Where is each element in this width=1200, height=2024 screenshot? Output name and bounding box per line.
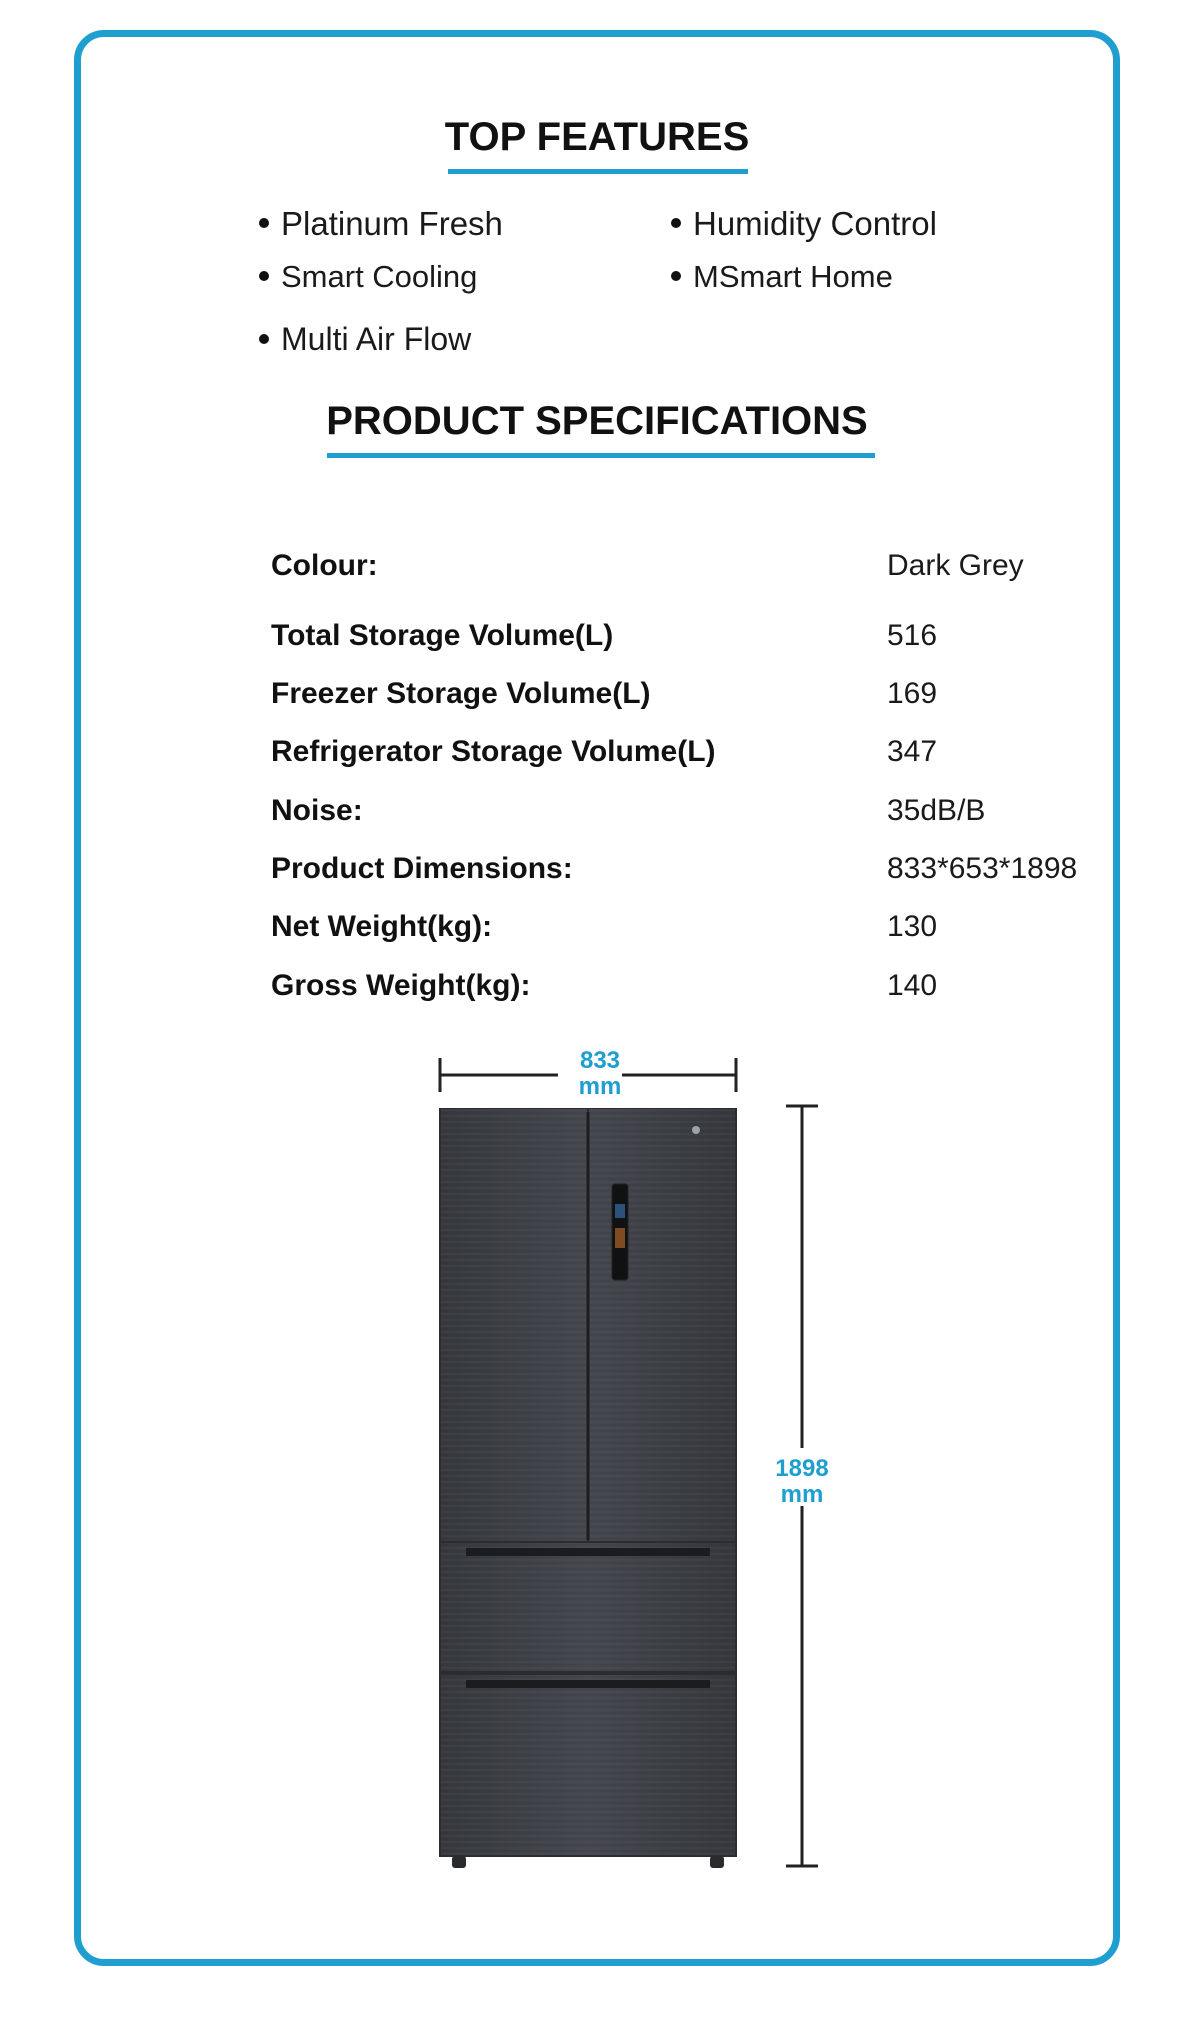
spec-value: 347 — [887, 735, 938, 768]
spec-row-product-dimensions — [271, 852, 1131, 892]
spec-value: 833*653*1898 — [887, 852, 1078, 885]
brand-logo — [692, 1126, 700, 1134]
feature-item: MSmart Home — [671, 259, 893, 295]
display-screen — [615, 1204, 625, 1218]
feature-item: Smart Cooling — [259, 259, 477, 295]
bullet-icon — [671, 218, 681, 228]
spec-label: Product Dimensions: — [271, 852, 573, 885]
spec-row-freezer-storage — [271, 677, 1131, 717]
spec-label: Gross Weight(kg): — [271, 969, 531, 1002]
right-foot — [710, 1856, 724, 1868]
refrigerator-icon — [438, 1108, 738, 1870]
spec-value: 516 — [887, 619, 938, 652]
spec-label: Colour: — [271, 549, 378, 582]
spec-row-refrigerator-storage — [271, 735, 1131, 775]
product-specifications-underline — [327, 453, 875, 458]
bullet-icon — [671, 271, 681, 281]
feature-item: Platinum Fresh — [259, 205, 503, 243]
upper-drawer — [440, 1542, 736, 1672]
spec-label: Noise: — [271, 794, 363, 827]
top-features-title: TOP FEATURES — [444, 115, 750, 159]
left-foot — [452, 1856, 466, 1868]
feature-item: Multi Air Flow — [259, 321, 471, 358]
refrigerator-image — [438, 1108, 738, 1870]
spec-row-noise — [271, 794, 1131, 834]
width-dimension-label: 833 mm — [578, 1047, 622, 1100]
display-indicator — [615, 1228, 625, 1248]
spec-value: 35dB/B — [887, 794, 986, 827]
spec-label: Freezer Storage Volume(L) — [271, 677, 651, 710]
spec-row-colour — [271, 549, 1131, 589]
lower-drawer — [440, 1674, 736, 1856]
height-dimension-label: 1898 mm — [775, 1455, 829, 1508]
spec-label: Refrigerator Storage Volume(L) — [271, 735, 716, 768]
top-features-underline — [448, 169, 748, 174]
feature-item: Humidity Control — [671, 205, 937, 243]
spec-label: Net Weight(kg): — [271, 910, 493, 943]
lower-drawer-handle — [466, 1680, 710, 1688]
spec-value: Dark Grey — [887, 549, 1024, 582]
bullet-icon — [259, 334, 269, 344]
spec-value: 130 — [887, 910, 938, 943]
spec-value: 169 — [887, 677, 938, 710]
right-door — [588, 1108, 736, 1542]
bullet-icon — [259, 271, 269, 281]
bullet-icon — [259, 218, 269, 228]
left-door — [440, 1108, 588, 1542]
spec-row-total-storage — [271, 619, 1131, 659]
spec-value: 140 — [887, 969, 938, 1002]
upper-drawer-handle — [466, 1548, 710, 1556]
spec-row-net-weight — [271, 910, 1131, 950]
product-specifications-title: PRODUCT SPECIFICATIONS — [326, 399, 868, 443]
spec-row-gross-weight — [271, 969, 1131, 1009]
spec-label: Total Storage Volume(L) — [271, 619, 614, 652]
